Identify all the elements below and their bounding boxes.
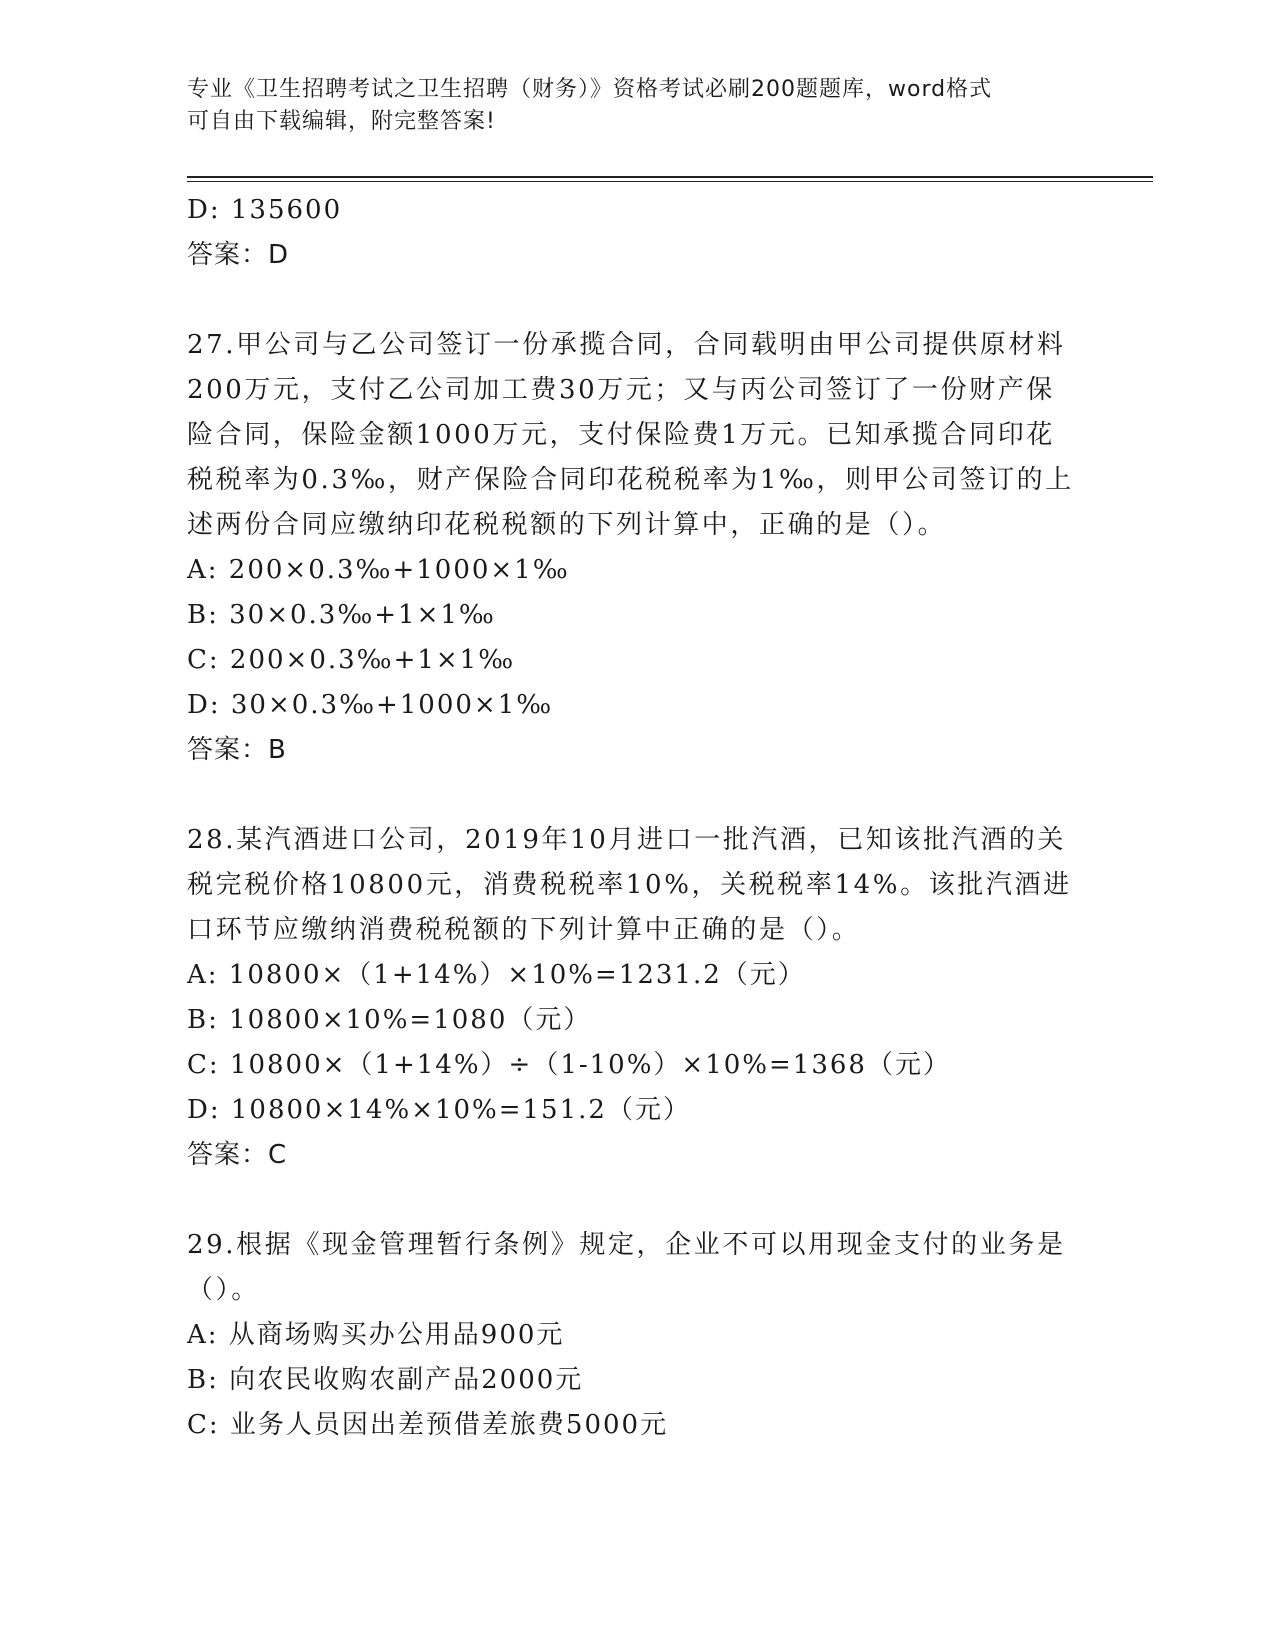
spacer bbox=[187, 1178, 1077, 1223]
header-line-1: 专业《卫生招聘考试之卫生招聘（财务）》资格考试必刷200题题库，word格式 bbox=[187, 77, 993, 102]
spacer bbox=[187, 278, 1077, 323]
question-28-option-d: D: 10800×14%×10%=151.2（元） bbox=[187, 1095, 691, 1125]
question-content bbox=[187, 188, 1077, 1448]
question-27-option-d: D: 30×0.3‰+1000×1‰ bbox=[187, 690, 554, 720]
question-27-option-a: A: 200×0.3‰+1000×1‰ bbox=[187, 555, 570, 585]
header-divider-thin bbox=[187, 181, 1153, 182]
question-28-option-a: A: 10800×（1+14%）×10%=1231.2（元） bbox=[187, 960, 806, 990]
question-28-option-b: B: 10800×10%=1080（元） bbox=[187, 1005, 592, 1035]
question-27-option-c: C: 200×0.3‰+1×1‰ bbox=[187, 645, 516, 675]
question-27-stem: 27.甲公司与乙公司签订一份承揽合同，合同载明由甲公司提供原材料200万元，支付乙公司加工费30万元；又与丙公司签订了一份财产保险合同，保险金额1000万元，支付保险费1万元。已知承揽合同印花税税率为0.3‰，财产保险合同印花税税率为1‰，则甲公司签订的上述两份合同应缴纳印花税税额的下列计算中，正确的是（）。 bbox=[187, 330, 1074, 540]
page-header bbox=[187, 74, 1067, 138]
question-27-option-b: B: 30×0.3‰+1×1‰ bbox=[187, 600, 496, 630]
header-line-2: 可自由下载编辑，附完整答案! bbox=[187, 109, 496, 134]
question-27-answer: 答案：B bbox=[187, 735, 287, 765]
question-29-stem: 29.根据《现金管理暂行条例》规定，企业不可以用现金支付的业务是（）。 bbox=[187, 1230, 1066, 1305]
question-28-option-c: C: 10800×（1+14%）÷（1-10%）×10%=1368（元） bbox=[187, 1050, 951, 1080]
question-29-option-b: B: 向农民收购农副产品2000元 bbox=[187, 1365, 584, 1395]
prev-answer: 答案：D bbox=[187, 240, 290, 270]
spacer bbox=[187, 773, 1077, 818]
header-divider-thick bbox=[187, 176, 1153, 178]
question-28-stem: 28.某汽酒进口公司，2019年10月进口一批汽酒，已知该批汽酒的关税完税价格10800元，消费税税率10%，关税税率14%。该批汽酒进口环节应缴纳消费税税额的下列计算中正确的是（）。 bbox=[187, 825, 1072, 945]
prev-option-d: D: 135600 bbox=[187, 195, 343, 225]
question-29-option-a: A: 从商场购买办公用品900元 bbox=[187, 1320, 565, 1350]
question-29-option-c: C: 业务人员因出差预借差旅费5000元 bbox=[187, 1410, 669, 1440]
question-28-answer: 答案：C bbox=[187, 1140, 288, 1170]
